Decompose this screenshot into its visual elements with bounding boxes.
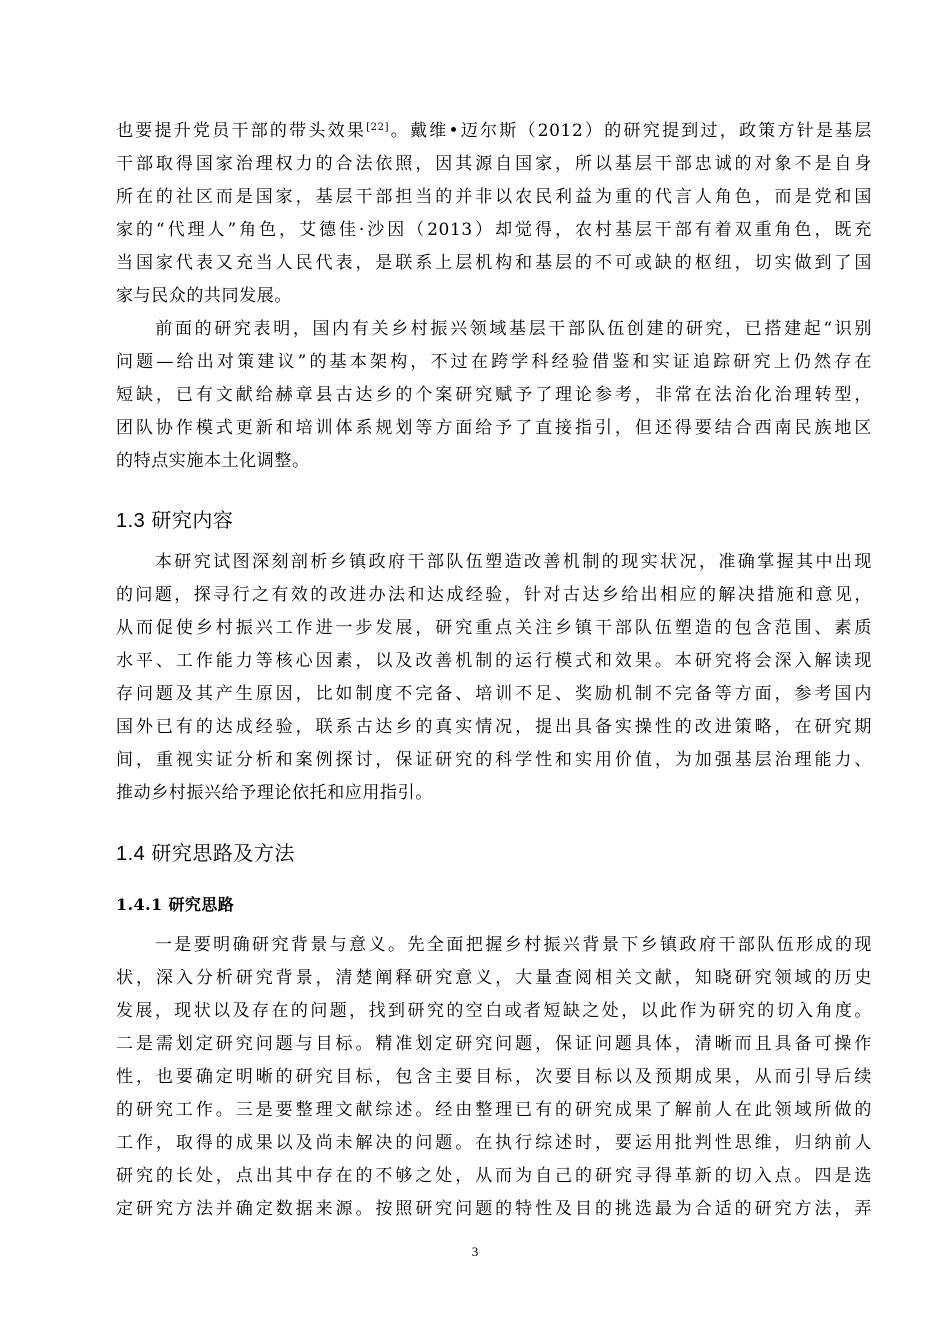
paragraph-line: 的特点实施本土化调整。 — [116, 451, 310, 471]
section-1-4-1-body — [116, 929, 872, 1226]
paragraph-line: 短缺，已有文献给赫章县古达乡的个案研究赋予了理论参考，非常在法治化治理转型， — [116, 385, 872, 405]
paragraph-line: 工作，取得的成果以及尚未解决的问题。在执行综述时，要运用批判性思维，归纳前人 — [116, 1133, 872, 1153]
page-number: 3 — [471, 1244, 479, 1259]
paragraph-line: 本研究试图深刻剖析乡镇政府干部队伍塑造改善机制的现实状况，准确掌握其中出现 — [116, 552, 872, 572]
paragraph-2 — [116, 313, 872, 478]
paragraph-line: 发展，现状以及存在的问题，找到研究的空白或者短缺之处，以此作为研究的切入角度。 — [116, 1001, 872, 1021]
paragraph-line: 推动乡村振兴给予理论依托和应用指引。 — [116, 783, 433, 803]
paragraph-line: 前面的研究表明，国内有关乡村振兴领域基层干部队伍创建的研究，已搭建起“识别 — [116, 319, 872, 339]
section-1-3-body — [116, 546, 872, 810]
paragraph-line: 研究的长处，点出其中存在的不够之处，从而为自己的研究寻得革新的切入点。四是选 — [116, 1166, 872, 1186]
paragraph-line: 国外已有的达成经验，联系古达乡的真实情况，提出具备实操性的改进策略，在研究期 — [116, 717, 872, 737]
paragraph-line: 当国家代表又充当人民代表，是联系上层机构和基层的不可或缺的枢纽，切实做到了国 — [116, 253, 872, 273]
paragraph-line: 团队协作模式更新和培训体系规划等方面给予了直接指引，但还得要结合西南民族地区 — [116, 418, 872, 438]
subsection-heading-1-4-1: 1.4.1 研究思路 — [116, 895, 235, 914]
section-heading-1-4: 1.4 研究思路及方法 — [116, 843, 295, 865]
paragraph-line: 存问题及其产生原因，比如制度不完备、培训不足、奖励机制不完备等方面，参考国内 — [116, 684, 872, 704]
paragraph-line: 间，重视实证分析和案例探讨，保证研究的科学性和实用价值，为加强基层治理能力、 — [116, 750, 872, 770]
paragraph-line: 也要提升党员干部的带头效果[22]。戴维•迈尔斯（2012）的研究提到过，政策方针是基层 — [116, 121, 872, 141]
paragraph-line: 家的“代理人”角色，艾德佳·沙因（2013）却觉得，农村基层干部有着双重角色，既充 — [116, 220, 872, 240]
paragraph-line: 状，深入分析研究背景，清楚阐释研究意义，大量查阅相关文献，知晓研究领域的历史 — [116, 968, 872, 988]
paragraph-line: 水平、工作能力等核心因素，以及改善机制的运行模式和效果。本研究将会深入解读现 — [116, 651, 872, 671]
paragraph-line: 从而促使乡村振兴工作进一步发展，研究重点关注乡镇干部队伍塑造的包含范围、素质 — [116, 618, 872, 638]
paragraph-line: 家与民众的共同发展。 — [116, 286, 292, 306]
paragraph-1 — [116, 115, 872, 313]
paragraph-line: 定研究方法并确定数据来源。按照研究问题的特性及目的挑选最为合适的研究方法，弄 — [116, 1199, 872, 1219]
paragraph-line: 的研究工作。三是要整理文献综述。经由整理已有的研究成果了解前人在此领域所做的 — [116, 1100, 872, 1120]
paragraph-line: 所在的社区而是国家，基层干部担当的并非以农民利益为重的代言人角色，而是党和国 — [116, 187, 872, 207]
paragraph-line: 性，也要确定明晰的研究目标，包含主要目标，次要目标以及预期成果，从而引导后续 — [116, 1067, 872, 1087]
paragraph-line: 一是要明确研究背景与意义。先全面把握乡村振兴背景下乡镇政府干部队伍形成的现 — [116, 935, 872, 955]
citation-superscript: [22] — [366, 122, 390, 133]
paragraph-line: 问题—给出对策建议”的基本架构，不过在跨学科经验借鉴和实证追踪研究上仍然存在 — [116, 352, 872, 372]
paragraph-line: 的问题，探寻行之有效的改进办法和达成经验，针对古达乡给出相应的解决措施和意见， — [116, 585, 872, 605]
paragraph-line: 干部取得国家治理权力的合法依照，因其源自国家，所以基层干部忠诚的对象不是自身 — [116, 154, 872, 174]
paragraph-line: 二是需划定研究问题与目标。精准划定研究问题，保证问题具体，清晰而且具备可操作 — [116, 1034, 872, 1054]
section-heading-1-3: 1.3 研究内容 — [116, 510, 234, 532]
